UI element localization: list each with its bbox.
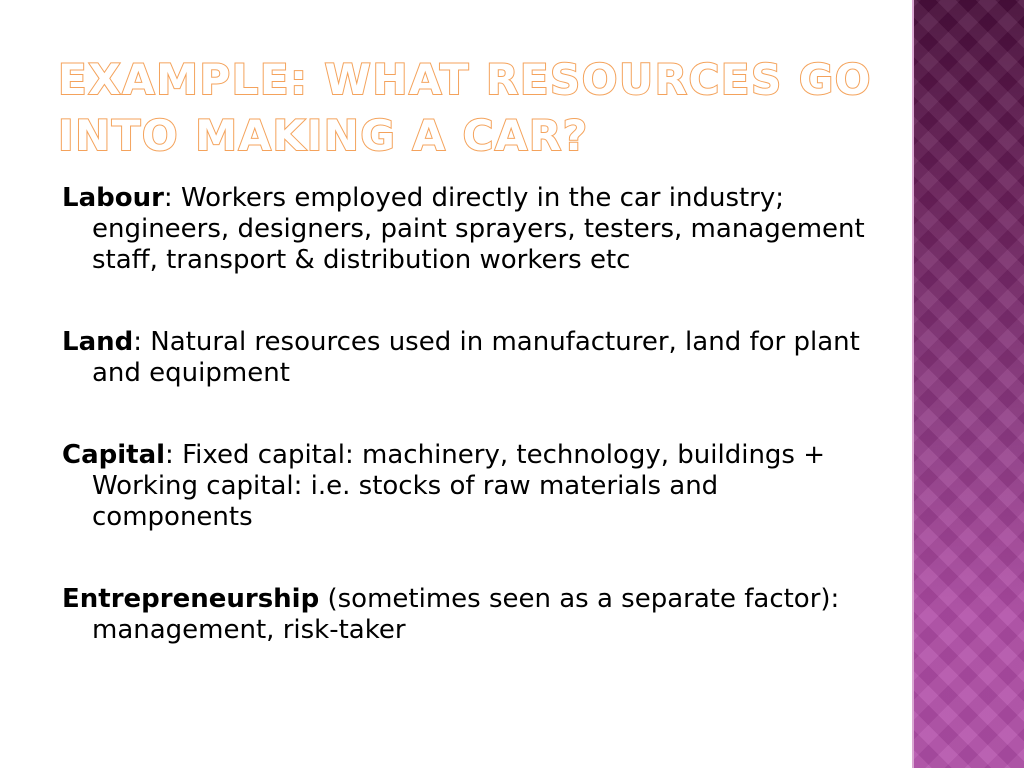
slide-title: EXAMPLE: WHAT RESOURCES GO INTO MAKING A CAR?	[58, 55, 873, 160]
term-entrepreneurship: Entrepreneurship	[62, 584, 320, 614]
list-item-capital	[62, 440, 882, 533]
description-entrepreneurship: (sometimes seen as a separate factor): management, risk-taker	[92, 584, 840, 645]
list-item-entrepreneurship	[62, 584, 882, 646]
separator: :	[165, 440, 174, 470]
term-capital: Capital	[62, 440, 166, 470]
list-item-land	[62, 327, 882, 389]
term-land: Land	[62, 327, 134, 357]
separator: :	[163, 183, 173, 213]
separator: :	[133, 327, 142, 357]
list-item-labour	[62, 183, 882, 276]
description-capital: Fixed capital: machinery, technology, buildings + Working capital: i.e. stocks of raw materials and components	[92, 440, 826, 532]
slide-body	[62, 183, 882, 646]
term-labour: Labour	[62, 183, 164, 213]
decorative-side-panel	[912, 0, 1024, 768]
description-labour: Workers employed directly in the car industry; engineers, designers, paint sprayers, testers, management staff, transport & distribution workers etc	[92, 183, 865, 275]
description-land: Natural resources used in manufacturer, land for plant and equipment	[92, 327, 860, 388]
